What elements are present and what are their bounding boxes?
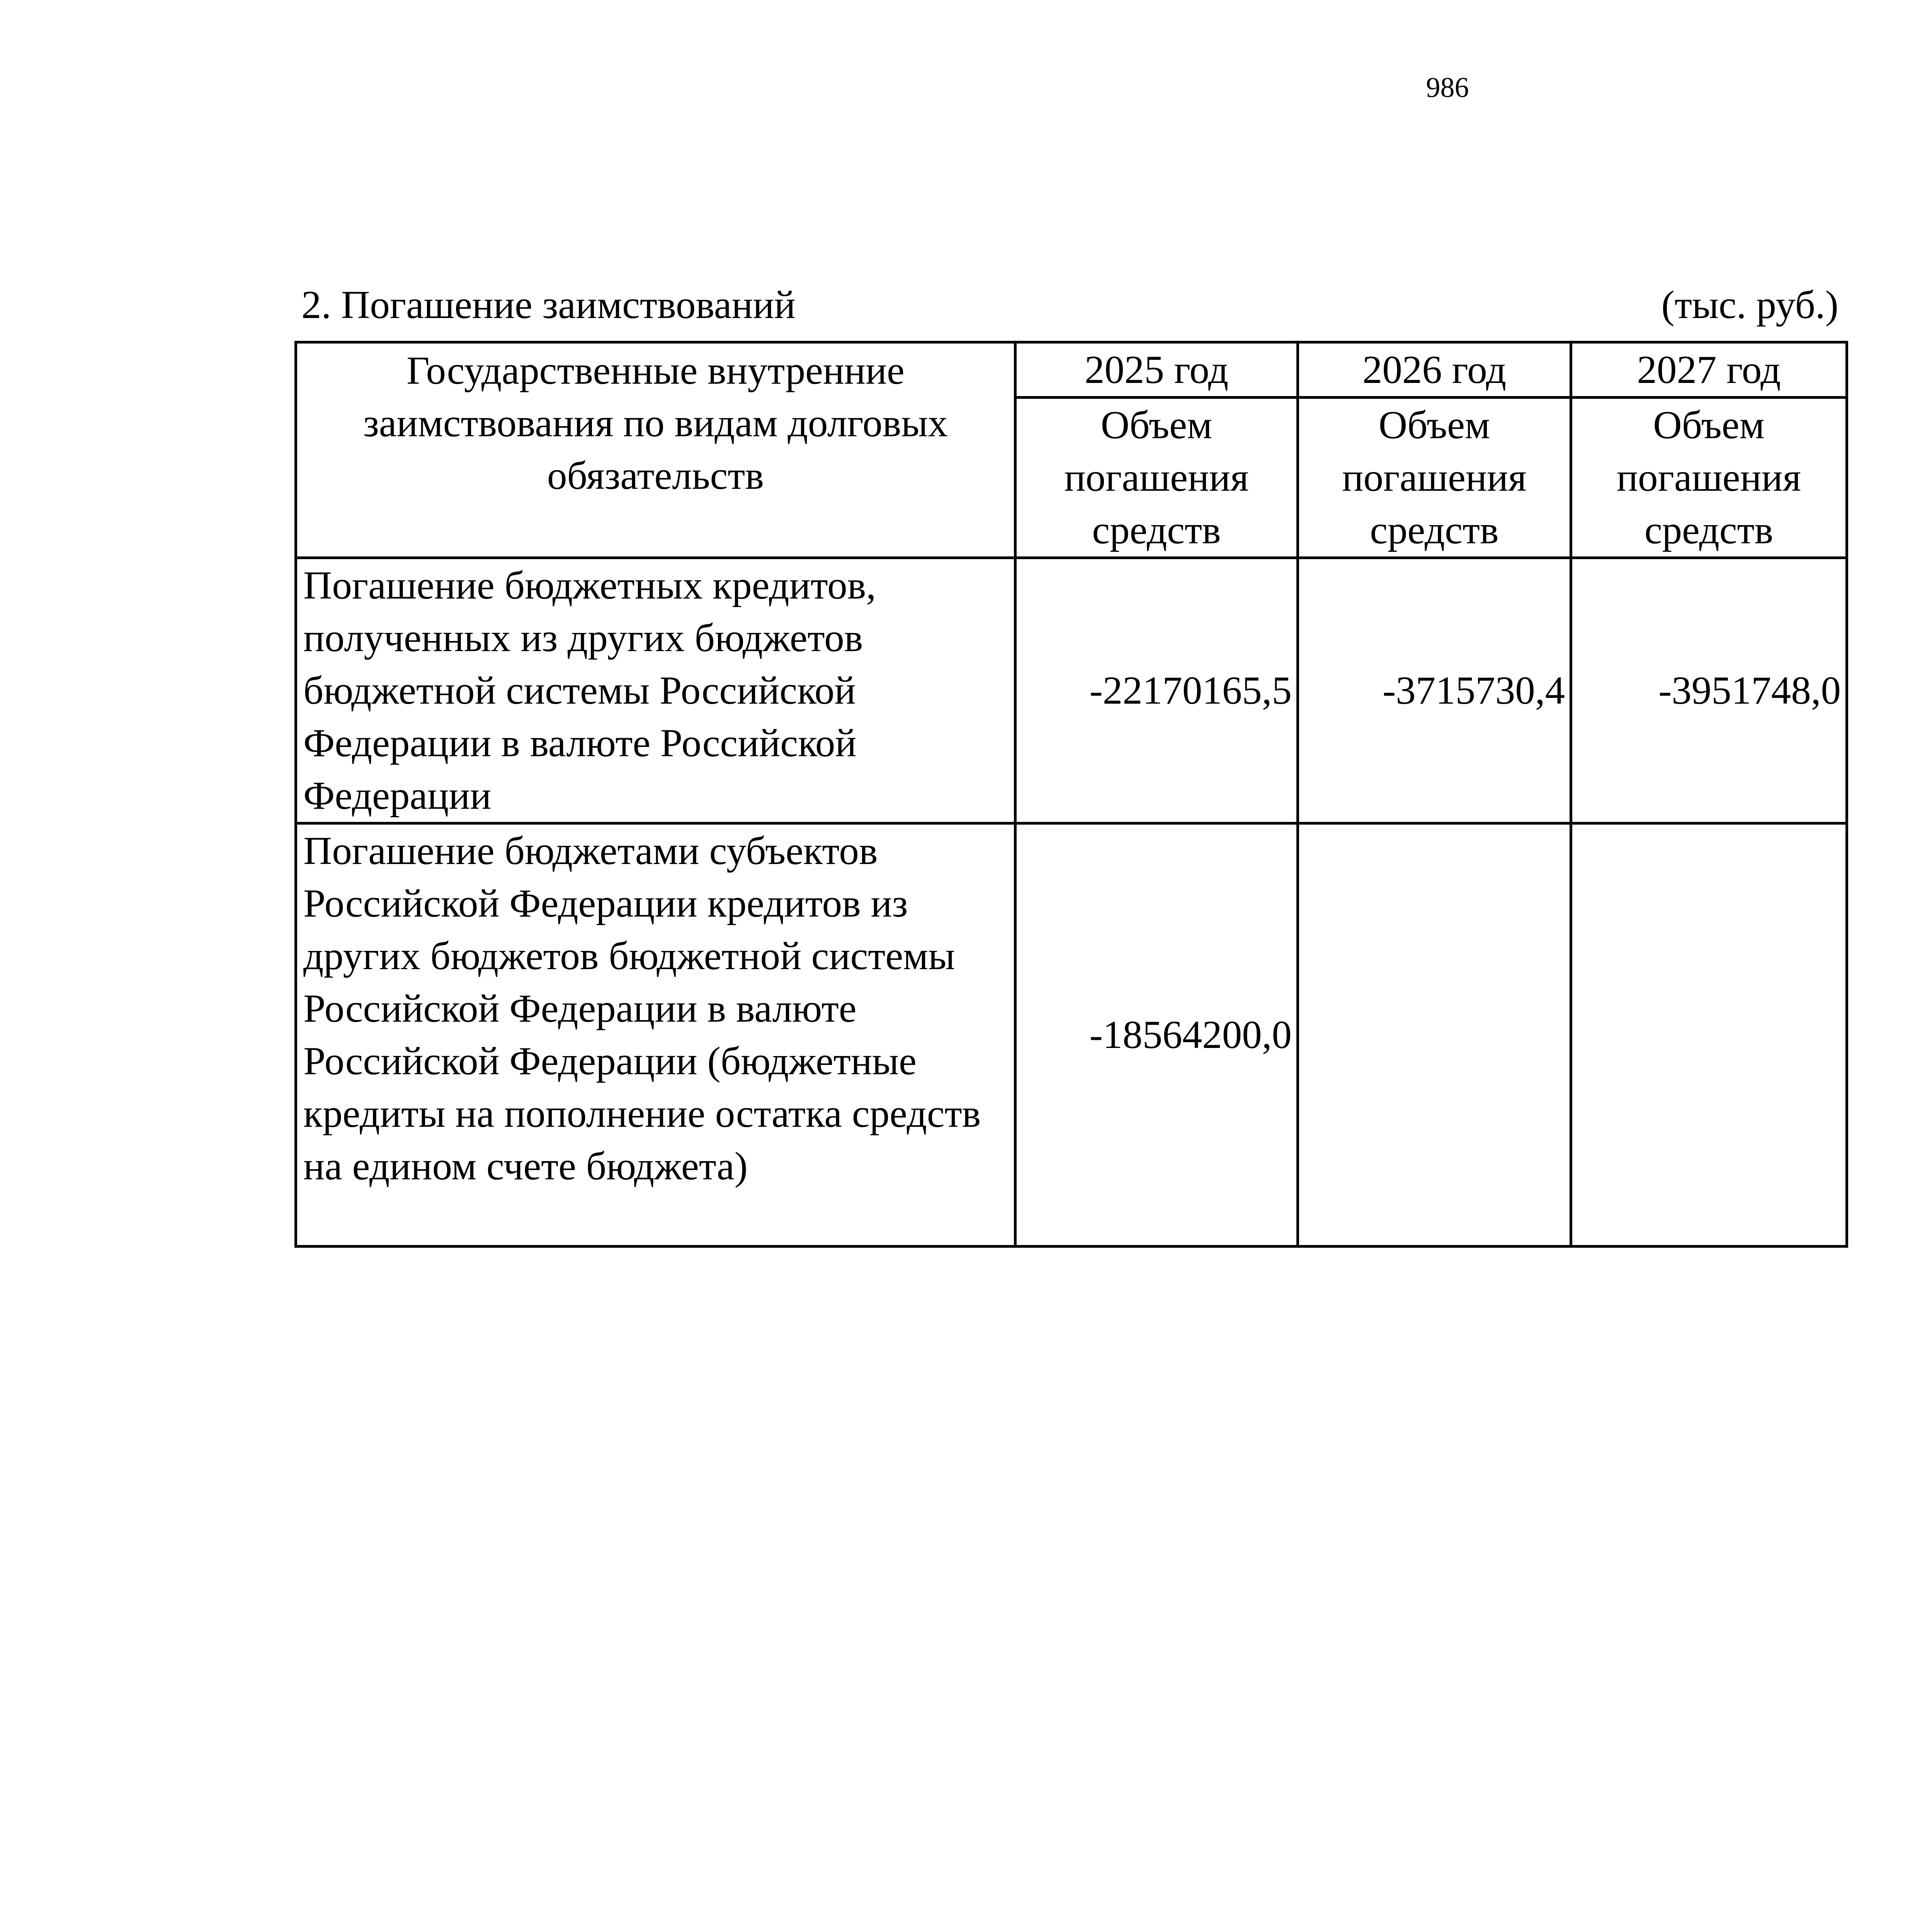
borrowing-repayment-table: [294, 341, 1848, 1248]
section-title: 2. Погашение заимствований: [301, 283, 796, 327]
row-value-2025: -18564200,0: [1015, 823, 1298, 1247]
row-value-2026: [1298, 823, 1571, 1247]
table-row: [296, 558, 1847, 823]
row-label: Погашение бюджетных кредитов, полученных из других бюджетов бюджетной системы Российской Федерации в валюте Российской Федерации: [296, 558, 1015, 823]
row-value-2026: -3715730,4: [1298, 558, 1571, 823]
row-label: Погашение бюджетами субъектов Российской Федерации кредитов из других бюджетов бюджетной системы Российской Федерации в валюте Российской Федерации (бюджетные кредиты на пополнение остатка средств на едином счете бюджета): [296, 823, 1015, 1247]
table-row: [296, 823, 1847, 1247]
header-year-2026: 2026 год: [1298, 342, 1571, 398]
header-year-2027: 2027 год: [1571, 342, 1847, 398]
subheader-volume-2026: Объем погашения средств: [1298, 398, 1571, 558]
header-borrowing-type: Государственные внутренние заимствования по видам долговых обязательств: [296, 342, 1015, 558]
subheader-volume-2025: Объем погашения средств: [1015, 398, 1298, 558]
page-number: 986: [1426, 72, 1469, 104]
row-value-2027: -3951748,0: [1571, 558, 1847, 823]
row-value-2025: -22170165,5: [1015, 558, 1298, 823]
unit-label: (тыс. руб.): [1661, 283, 1838, 327]
table-header-row: [296, 342, 1847, 398]
subheader-volume-2027: Объем погашения средств: [1571, 398, 1847, 558]
row-value-2027: [1571, 823, 1847, 1247]
header-year-2025: 2025 год: [1015, 342, 1298, 398]
